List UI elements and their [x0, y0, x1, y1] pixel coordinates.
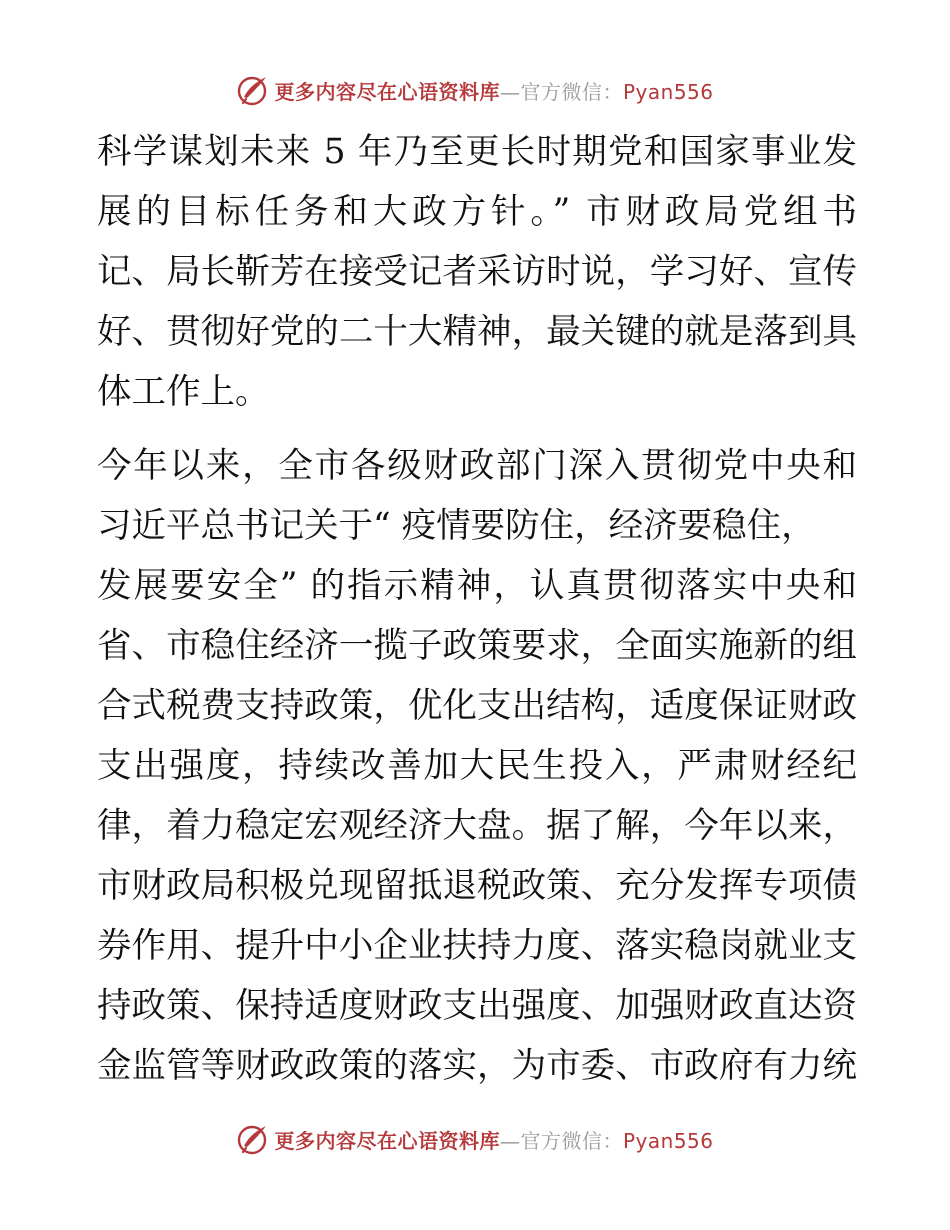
text-line: 合式税费支持政策，优化支出结构，适度保证财政	[97, 686, 857, 726]
paragraph-gap	[97, 422, 857, 436]
red-quill-logo-icon	[236, 73, 270, 107]
header-banner	[0, 70, 950, 110]
banner-text	[274, 76, 713, 105]
text-line: 记、局长靳芳在接受记者采访时说，学习好、宣传	[97, 252, 857, 292]
text-line: 好、贯彻好党的二十大精神，最关键的就是落到具	[97, 312, 857, 352]
banner-dash: —	[499, 79, 521, 104]
banner-wechat-label: 官方微信：	[520, 79, 623, 104]
text-line: 市财政局积极兑现留抵退税政策、充分发挥专项债	[97, 866, 857, 906]
banner-dash: —	[499, 1128, 521, 1153]
text-line: 发展要安全” 的指示精神，认真贯彻落实中央和	[97, 566, 857, 606]
banner-account: Pyan556	[622, 1128, 714, 1153]
text-line: 展的目标任务和大政方针。” 市财政局党组书	[97, 192, 857, 232]
footer-banner	[0, 1119, 950, 1159]
text-line: 券作用、提升中小企业扶持力度、落实稳岗就业支	[97, 926, 857, 966]
text-line: 省、市稳住经济一揽子政策要求，全面实施新的组	[97, 626, 857, 666]
banner-slogan: 更多内容尽在心语资料库	[274, 79, 500, 104]
paragraph-1	[97, 122, 857, 422]
text-line: 支出强度，持续改善加大民生投入，严肃财经纪	[97, 746, 857, 786]
text-line: 今年以来，全市各级财政部门深入贯彻党中央和	[97, 446, 857, 486]
text-line: 金监管等财政政策的落实，为市委、市政府有力统	[97, 1046, 857, 1086]
banner-slogan: 更多内容尽在心语资料库	[274, 1128, 500, 1153]
paragraph-2	[97, 436, 857, 1096]
text-line: 持政策、保持适度财政支出强度、加强财政直达资	[97, 986, 857, 1026]
text-line: 科学谋划未来 5 年乃至更长时期党和国家事业发	[97, 132, 857, 172]
banner-wechat-label: 官方微信：	[520, 1128, 623, 1153]
text-line: 习近平总书记关于“ 疫情要防住，经济要稳住，	[97, 506, 816, 546]
banner-text	[274, 1125, 713, 1154]
text-line: 体工作上。	[97, 372, 270, 412]
article-body	[97, 122, 857, 1096]
text-line: 律，着力稳定宏观经济大盘。据了解，今年以来，	[97, 806, 857, 846]
banner-account: Pyan556	[622, 79, 714, 104]
red-quill-logo-icon	[236, 1122, 270, 1156]
